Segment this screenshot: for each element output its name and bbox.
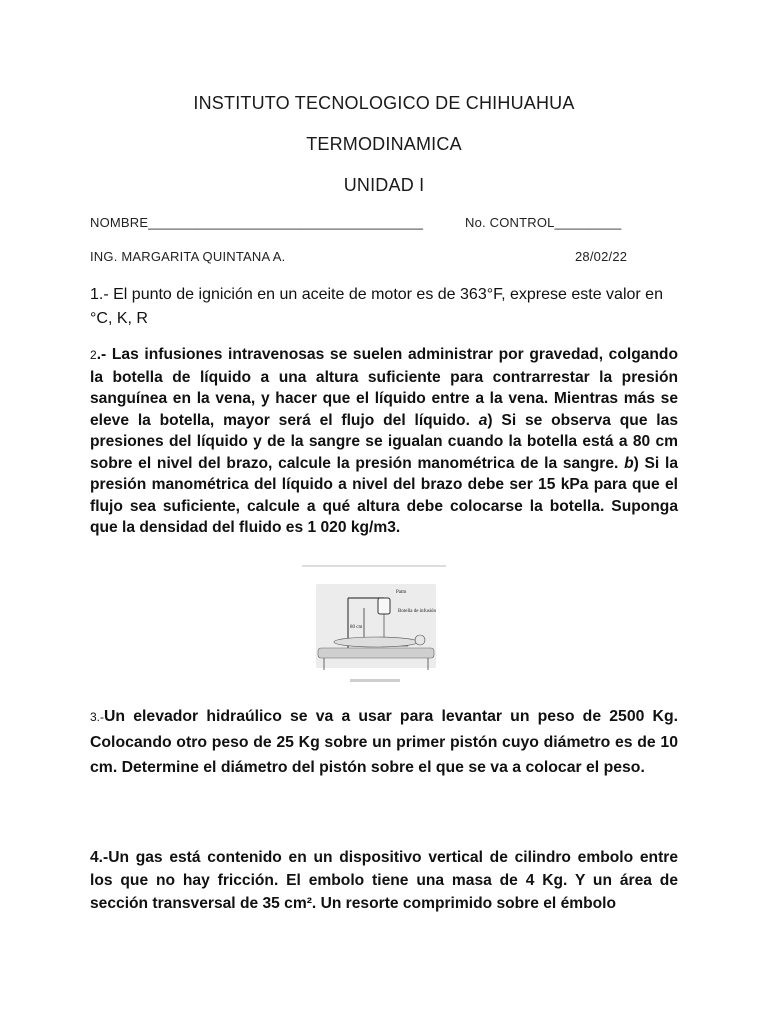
question-4: 4.-Un gas está contenido en un dispositivo vertical de cilindro embolo entre los que no hay fricción. El embolo tiene una masa de 4 Kg. Y un área de sección transversal de 35 cm². Un resorte comprimido sobre el émbolo (90, 849, 678, 912)
exam-date: 28/02/22 (575, 249, 628, 264)
unit-title: UNIDAD I (343, 175, 425, 195)
course-title: TERMODINAMICA (306, 134, 462, 154)
question-2-number: 2 (90, 348, 97, 362)
question-3-text: Un elevador hidraúlico se va a usar para levantar un peso de 2500 Kg. Colocando otro peso de 25 Kg sobre un primer pistón cuyo diámetro es de 10 cm. Determine el diámetro del pistón sobre el que se va a colocar el peso. (90, 708, 678, 776)
bottle-label: Botella de infusión (398, 609, 437, 614)
question-2-a-label: a (478, 411, 488, 429)
control-number-line: No. CONTROL_________ (465, 215, 622, 230)
teacher-name: ING. MARGARITA QUINTANA A. (90, 249, 286, 264)
question-3 (90, 704, 678, 780)
question-2-part1: .- Las infusiones intravenosas se suelen administrar por gravedad, colgando la botella de líquido a una altura suficiente para contrarrestar la presión sanguínea en la vena, y hacer que el líquido entre a la vena. Mientras más se eleve la botella, mayor será el flujo del líquido. (90, 346, 678, 429)
height-label: 80 cm (350, 625, 363, 630)
institute-title: INSTITUTO TECNOLOGICO DE CHIHUAHUA (193, 93, 575, 113)
infusion-figure (298, 562, 450, 686)
question-2 (90, 344, 678, 539)
question-3-number: 3.- (90, 710, 105, 724)
question-1: 1.- El punto de ignición en un aceite de motor es de 363°F, exprese este valor en °C, K, R (90, 286, 663, 327)
question-2-part2: ) Si se observa que las presiones del líquido y de la sangre se igualan cuando la botella está a 80 cm sobre el nivel del brazo, calcule la presión manométrica de la sangre. (90, 411, 678, 472)
student-name-line: NOMBRE_____________________________________ (90, 215, 424, 230)
patm-label: Patm (396, 590, 407, 595)
question-2-part3: ) Si la presión manométrica del líquido a nivel del brazo debe ser 15 kPa para que el flujo sea suficiente, calcule a qué altura debe colocarse la botella. Suponga que la densidad del fluido es 1 020 kg/m3. (90, 454, 678, 536)
question-2-b-label: b (624, 454, 634, 472)
